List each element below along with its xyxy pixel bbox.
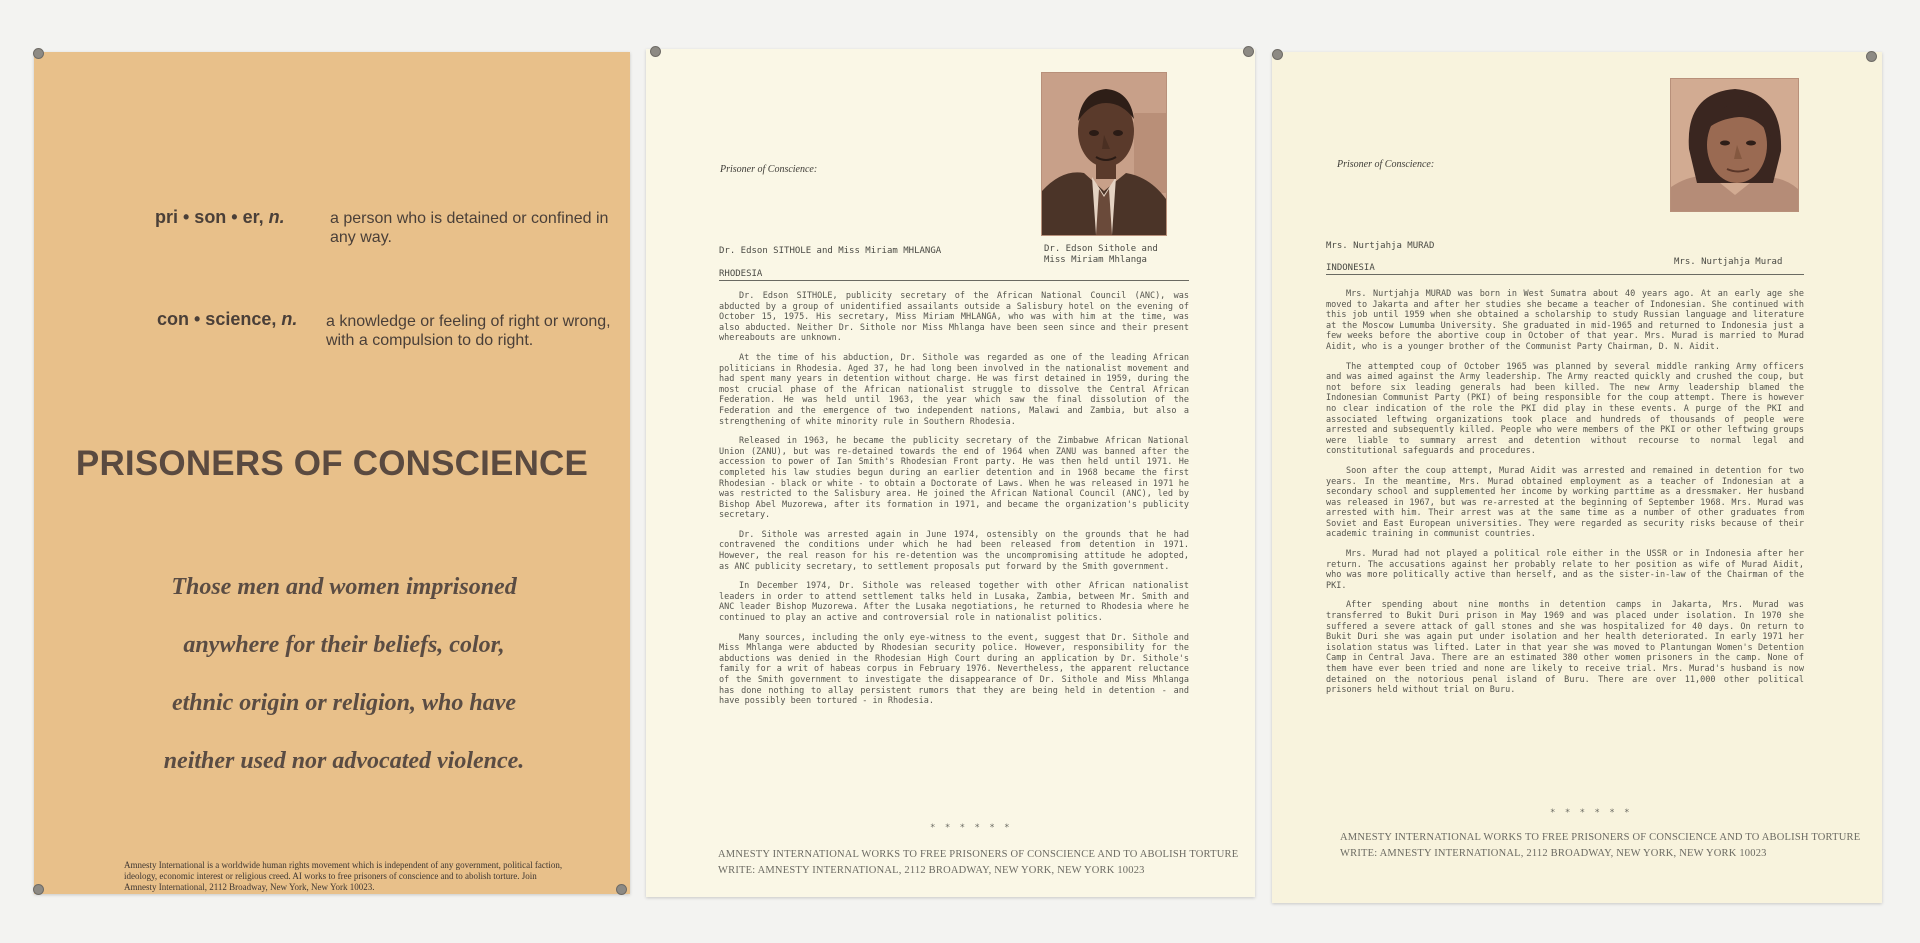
body-paragraph: Dr. Sithole was arrested again in June 1974, ostensibly on the grounds that he had contravened the conditions under which he had been released from detention in 1971. However, the real reason for his re-detention was the uncompromising attitude he adopted, as ANC publicity secretary, to settlement proposals put forward by the Smith government. bbox=[719, 529, 1189, 572]
body-paragraph: At the time of his abduction, Dr. Sithole was regarded as one of the leading African politicians in Rhodesia. Aged 37, he had long been involved in the nationalist movement and had spent many years in detention without charge. He was first detained in 1959, during the most crucial phase of the African nationalist struggle to dissolve the Central African Federation. He was held until 1963, the year which saw the final dissolution of the Federation and the emergence of two independent nations, Malawi and Zambia, but also a strengthening of white minority rule in Southern Rhodesia. bbox=[719, 352, 1189, 427]
poster-sheet bbox=[34, 52, 630, 894]
prisoner-label: Prisoner of Conscience: bbox=[720, 164, 818, 175]
letter-body bbox=[719, 291, 1189, 716]
body-paragraph: In December 1974, Dr. Sithole was released together with other African nationalist leaders in order to attend settlement talks held in Lusaka, Zambia, between Mr. Smith and ANC leader Bishop Muzorewa. After the Lusaka negotiations, he returned to Rhodesia where he continued to play an active and controversial role in nationalist politics. bbox=[719, 581, 1189, 624]
country-label: RHODESIA bbox=[719, 269, 763, 279]
portrait-man-icon bbox=[1042, 73, 1166, 235]
body-paragraph: Many sources, including the only eye-witness to the event, suggest that Dr. Sithole and Miss Mhlanga were abducted by Rhodesian security police. However, responsibility for the abductions was denied in the Rhodesian High Court during an application by Dr. Sithole's family for a writ of habeas corpus in February 1976. Nevertheless, the apparent reluctance of the Smith government to investigate the disappearance of Dr. Sithole and Miss Mhlanga has done nothing to allay persistent rumors that they are being held in detention - and have possibly been tortured - in Rhodesia. bbox=[719, 632, 1189, 707]
definition-word: con • science, bbox=[157, 309, 277, 329]
statement-line: ethnic origin or religion, who have bbox=[171, 690, 517, 716]
pin-icon bbox=[1866, 51, 1877, 62]
statement-line: Those men and women imprisoned bbox=[171, 574, 517, 600]
definition-meaning: a knowledge or feeling of right or wrong, with a compulsion to do right. bbox=[326, 313, 611, 349]
body-paragraph: Dr. Edson SITHOLE, publicity secretary of the African National Council (ANC), was abducted by a group of unidentified assailants outside a Salisbury hotel on the evening of October 15, 1975. His secretary, Miss Miriam MHLANGA, who was with him at the time, was also abducted. Neither Dr. Sithole nor Miss Mhlanga have been seen since and their present whereabouts are unknown. bbox=[719, 291, 1189, 344]
letter-sithole bbox=[646, 49, 1255, 897]
footer-line: AMNESTY INTERNATIONAL WORKS TO FREE PRISONERS OF CONSCIENCE AND TO ABOLISH TORTURE bbox=[1340, 832, 1861, 843]
country-label: INDONESIA bbox=[1326, 263, 1375, 273]
divider bbox=[1326, 274, 1804, 275]
portrait-caption: Dr. Edson Sithole and Miss Miriam Mhlanga bbox=[1044, 244, 1158, 265]
definition-meaning: a person who is detained or confined in any way. bbox=[330, 210, 609, 246]
pin-icon bbox=[650, 46, 661, 57]
stars-separator: * * * * * * bbox=[930, 823, 1012, 833]
body-paragraph: After spending about nine months in detention camps in Jakarta, Mrs. Murad was transferred to Bukit Duri prison in May 1969 and was placed under isolation. In 1970 she suffered a severe attack of gall stones and she was hospitalized for 40 days. On return to Bukit Duri she was again put under isolation and her health deteriorated. In early 1971 her isolation status was lifted. Later in that year she was moved to Plantungan Women's Detention Camp in Central Java. There are an estimated 380 other women prisoners in the camp. None of them have ever been tried and none are likely to receive trial. Mrs. Murad's husband is now detained on the notorious penal island of Buru. There are over 11,000 other political prisoners held without trial on Buru. bbox=[1326, 600, 1804, 696]
portrait-caption: Mrs. Nurtjahja Murad bbox=[1674, 257, 1783, 267]
definition-pos: n. bbox=[268, 207, 285, 227]
body-paragraph: Soon after the coup attempt, Murad Aidit was arrested and remained in detention for two years. In the meantime, Mrs. Murad obtained employment as a teacher of Indonesian at a secondary school and supplemented her income by working parttime as a dressmaker. Her husband was released in 1967, but was re-arrested at the beginning of September 1968. Mrs. Murad was arrested with him. Their arrest was at the same time as a number of other graduates from Soviet and East European universities. They were regarded as security risks because of their academic training in communist countries. bbox=[1326, 465, 1804, 540]
footer-address: WRITE: AMNESTY INTERNATIONAL, 2112 BROADWAY, NEW YORK, NEW YORK 10023 bbox=[718, 865, 1145, 876]
prisoner-names: Dr. Edson SITHOLE and Miss Miriam MHLANGA bbox=[719, 246, 942, 256]
body-paragraph: Mrs. Murad had not played a political role either in the USSR or in Indonesia after her return. The accusations against her probably relate to her position as wife of Murad Aidit, who was more politically active than herself, and as the sister-in-law of the Chairman of the PKI. bbox=[1326, 549, 1804, 591]
footer-address: WRITE: AMNESTY INTERNATIONAL, 2112 BROADWAY, NEW YORK, NEW YORK 10023 bbox=[1340, 848, 1767, 859]
portrait-woman-icon bbox=[1671, 79, 1798, 211]
letter-murad bbox=[1272, 52, 1882, 903]
body-paragraph: Released in 1963, he became the publicity secretary of the Zimbabwe African National Union (ZANU), but was re-detained towards the end of 1964 when ZANU was banned after the accession to power of Ian Smith's Rhodesian Front party. He was then held until 1971. He completed his law studies begun during an earlier detention and in 1968 became the first Rhodesian - black or white - to obtain a Doctorate of Laws. When he was released in 1971 he was restricted to the Salisbury area. He joined the African National Council (ANC), led by Bishop Abel Muzorewa, after its formation in 1971, and became the organization's publicity secretary. bbox=[719, 436, 1189, 521]
definition-pos: n. bbox=[281, 309, 298, 329]
statement-line: neither used nor advocated violence. bbox=[163, 748, 525, 774]
statement-line: anywhere for their beliefs, color, bbox=[183, 632, 505, 658]
pin-icon bbox=[1243, 46, 1254, 57]
prisoner-label: Prisoner of Conscience: bbox=[1337, 159, 1435, 170]
definition-word: pri • son • er, bbox=[155, 207, 264, 227]
prisoner-names: Mrs. Nurtjahja MURAD bbox=[1326, 241, 1435, 251]
poster-title: PRISONERS OF CONSCIENCE bbox=[75, 444, 589, 483]
poster-statement bbox=[94, 574, 594, 806]
pin-icon bbox=[33, 884, 44, 895]
footer-line: AMNESTY INTERNATIONAL WORKS TO FREE PRISONERS OF CONSCIENCE AND TO ABOLISH TORTURE bbox=[718, 849, 1239, 860]
divider bbox=[719, 280, 1189, 281]
body-paragraph: The attempted coup of October 1965 was planned by several middle ranking Army officers and was aimed against the Army leadership. The Army reacted quickly and crushed the coup, but not before six leading generals had been killed. The new Army leadership blamed the Indonesian Communist Party (PKI) of being responsible for the coup attempt. There is however no clear indication of the role the PKI did play in these events. A purge of the PKI and associated leftwing organizations took place and hundreds of thousands of people were arrested and subsequently killed. People who were members of the PKI or other leftwing groups were liable to summary arrest and detention without recourse to normal legal and constitutional safeguards and procedures. bbox=[1326, 361, 1804, 457]
stars-separator: * * * * * * bbox=[1550, 808, 1632, 818]
pin-icon bbox=[1272, 49, 1283, 60]
pin-icon bbox=[33, 48, 44, 59]
pin-icon bbox=[616, 884, 627, 895]
portrait-photo bbox=[1041, 72, 1167, 236]
poster-footer: Amnesty International is a worldwide human rights movement which is independent of any government, political faction, ideology, economic interest or religious creed. AI works to free prisoners of conscience and to abolish torture. Join Amnesty International, 2112 Broadway, New York, New York 10023. bbox=[124, 860, 563, 892]
letter-body bbox=[1326, 289, 1804, 705]
portrait-photo bbox=[1670, 78, 1799, 212]
body-paragraph: Mrs. Nurtjahja MURAD was born in West Sumatra about 40 years ago. At an early age she moved to Jakarta and after her studies she became a teacher of Indonesian. She continued with this job until 1959 when she obtained a scholarship to study Russian language and literature at the Moscow Lumumba University. She graduated in mid-1965 and returned to Indonesia just a few weeks before the abortive coup in October of that year. Mrs. Murad is married to Murad Aidit, who is a younger brother of the Communist Party Chairman, D. N. Aidit. bbox=[1326, 289, 1804, 352]
